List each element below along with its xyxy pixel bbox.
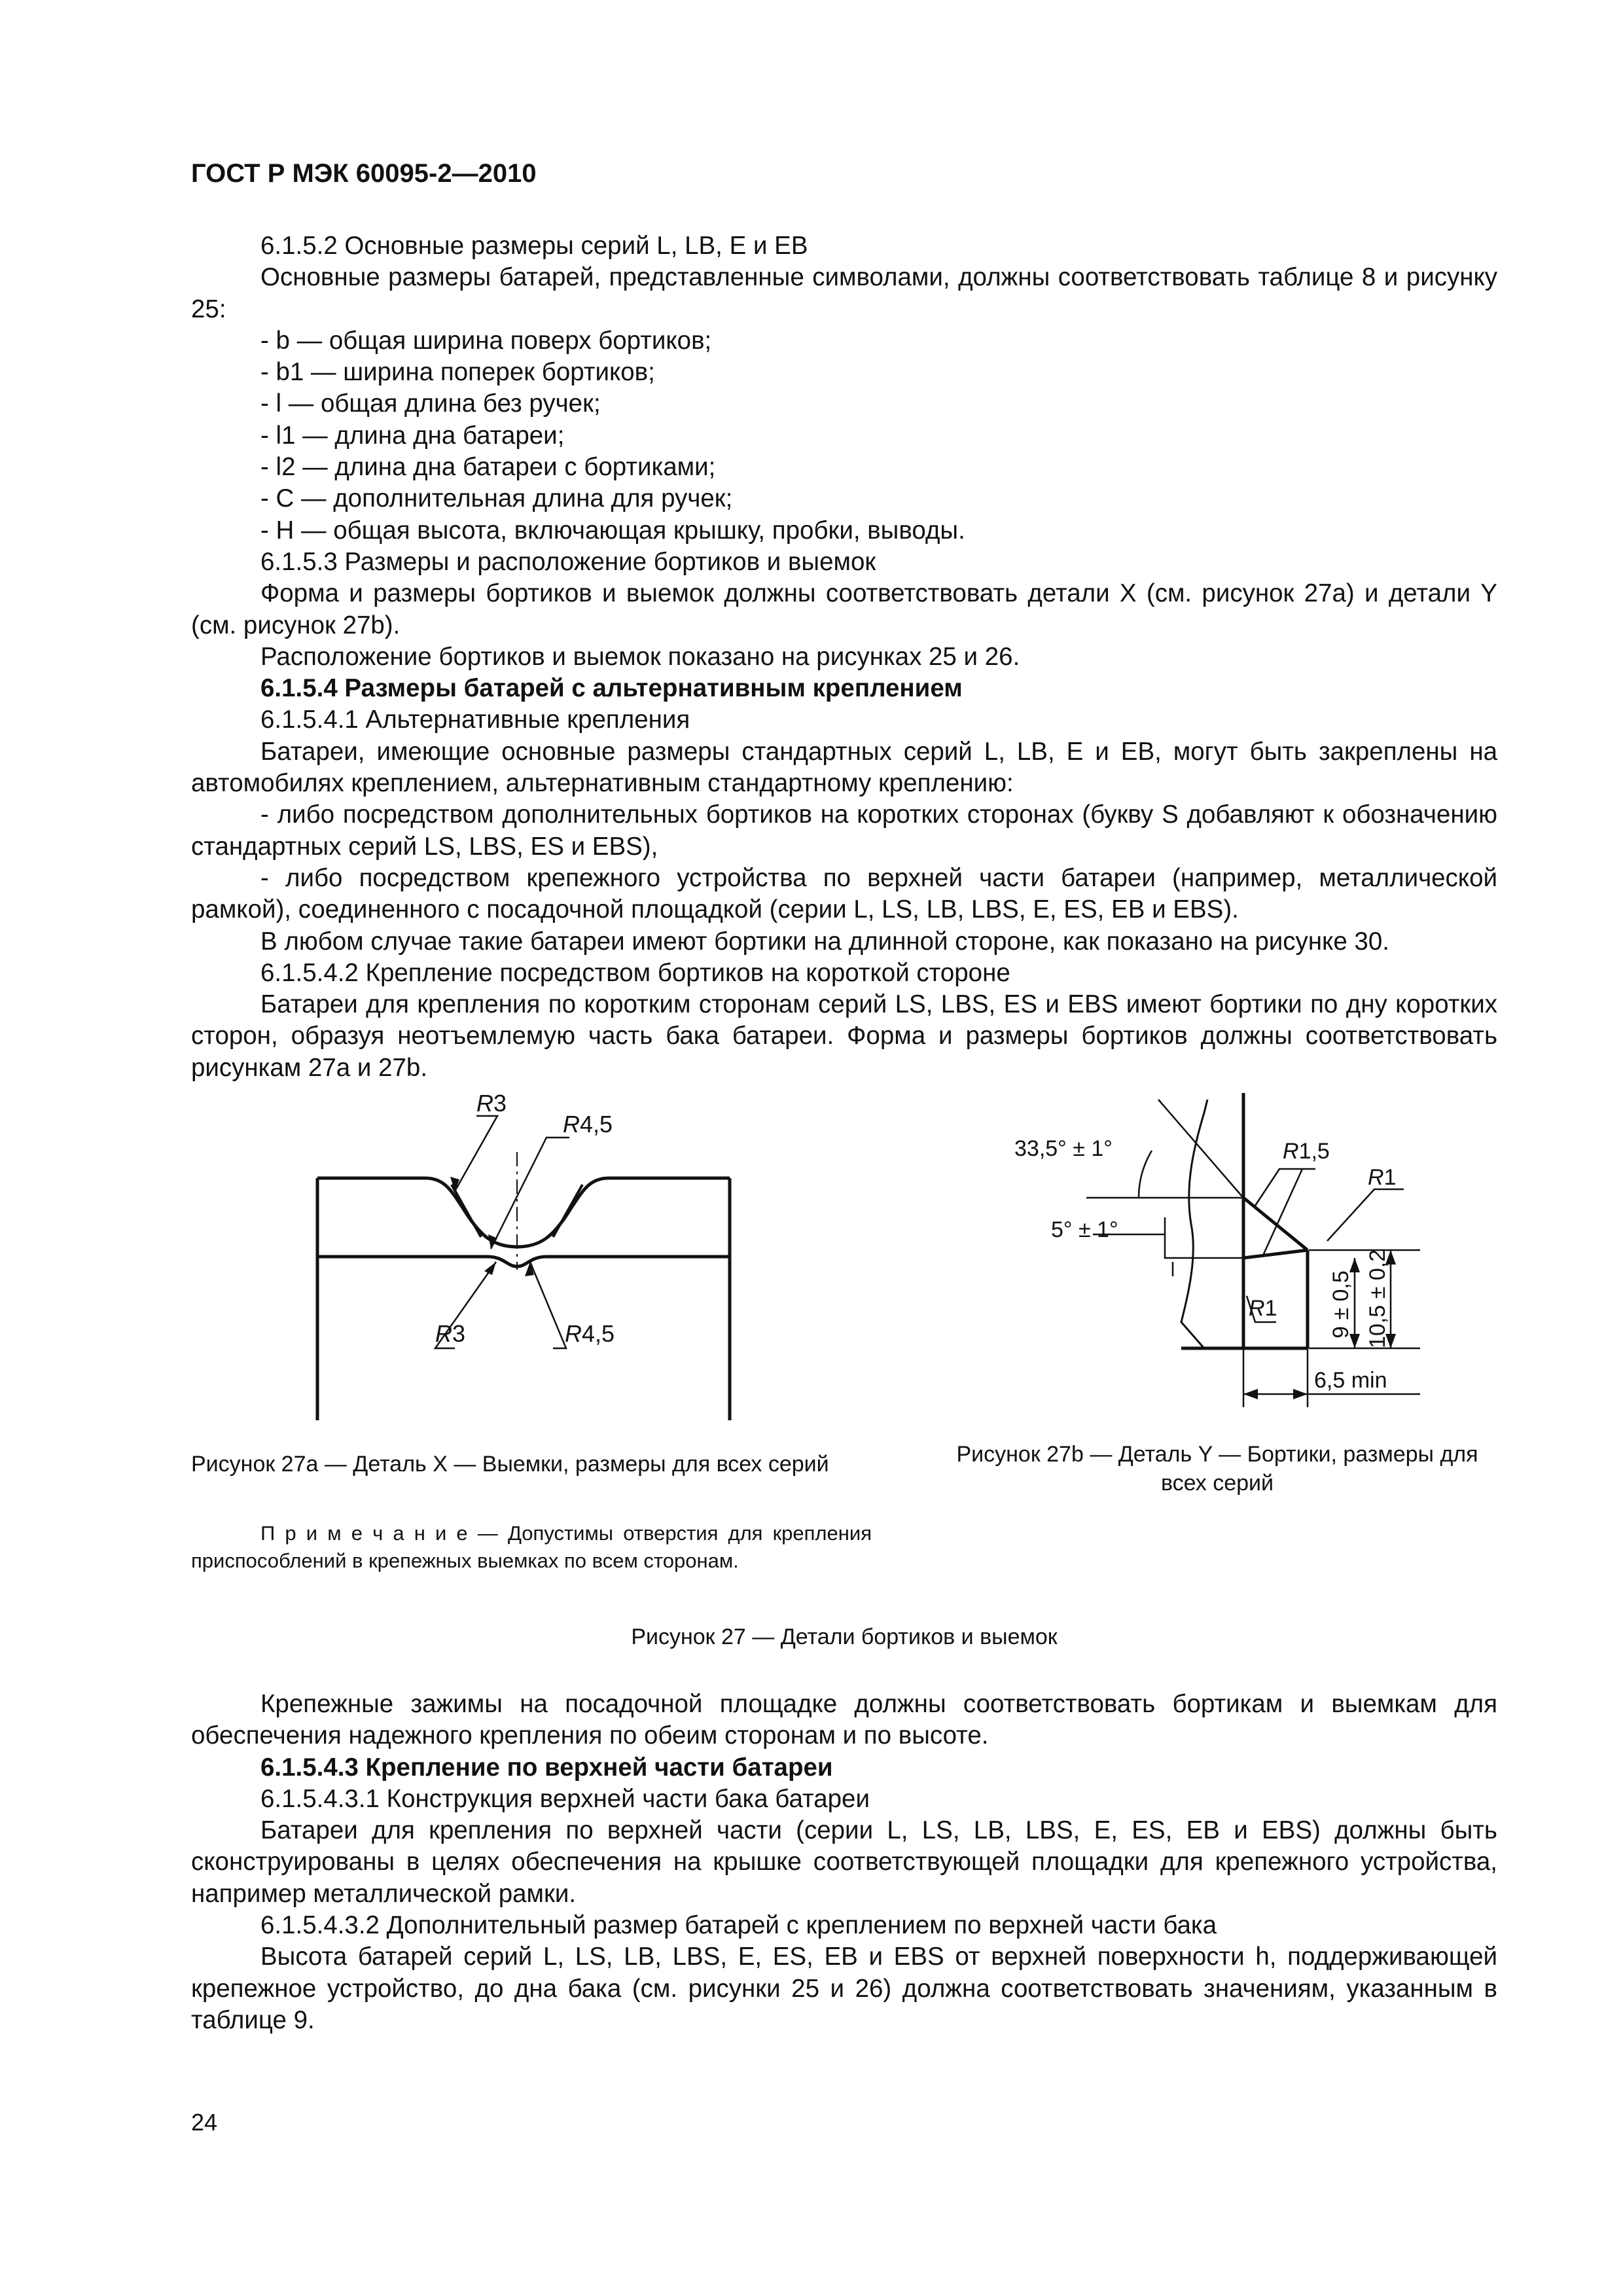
paragraph: Расположение бортиков и выемок показано на рисунках 25 и 26. bbox=[260, 642, 1020, 671]
figure-27a-caption: Рисунок 27a — Деталь X — Выемки, размеры для всех серий bbox=[191, 1452, 829, 1477]
svg-text:R1,5: R1,5 bbox=[1283, 1139, 1330, 1164]
paragraph: Основные размеры батарей, представленные символами, должны соответствовать таблице 8 и рисунку 25: bbox=[191, 263, 1497, 323]
section-heading-bold: 6.1.5.4 Размеры батарей с альтернативным креплением bbox=[260, 674, 963, 703]
figure-27a-drawing bbox=[308, 1080, 753, 1427]
list-item: - l — общая длина без ручек; bbox=[260, 389, 601, 418]
paragraph: Батареи, имеющие основные размеры стандартных серий L, LB, E и EB, могут быть закреплены на автомобилях креплением, альтернативным стандартному креплению: bbox=[191, 737, 1497, 798]
section-heading: 6.1.5.4.2 Крепление посредством бортиков на короткой стороне bbox=[260, 958, 1010, 987]
svg-text:R4,5: R4,5 bbox=[563, 1111, 613, 1138]
paragraph: Форма и размеры бортиков и выемок должны соответствовать детали X (см. рисунок 27a) и детали Y (см. рисунок 27b). bbox=[191, 579, 1497, 639]
page-number: 24 bbox=[191, 2109, 218, 2136]
paragraph: В любом случае такие батареи имеют бортики на длинной стороне, как показано на рисунке 30. bbox=[260, 927, 1389, 956]
svg-text:33,5° ± 1°: 33,5° ± 1° bbox=[1014, 1136, 1113, 1161]
section-heading: 6.1.5.4.3.2 Дополнительный размер батарей с креплением по верхней части бака bbox=[260, 1911, 1217, 1940]
list-item: - H — общая высота, включающая крышку, пробки, выводы. bbox=[260, 516, 965, 545]
r3-top-label-letter: R bbox=[476, 1090, 493, 1117]
section-heading: 6.1.5.4.1 Альтернативные крепления bbox=[260, 706, 690, 734]
paragraph: Крепежные зажимы на посадочной площадке должны соответствовать бортикам и выемкам для обеспечения надежного крепления по обеим сторонам и по высоте. bbox=[191, 1690, 1497, 1750]
list-item: - b1 — ширина поперек бортиков; bbox=[260, 358, 655, 387]
figure-27b-caption: Рисунок 27b — Деталь Y — Бортики, размеры для всех серий bbox=[956, 1442, 1478, 1496]
list-item: - либо посредством крепежного устройства по верхней части батареи (например, металлической рамкой), соединенного с посадочной площадкой (серии L, LS, LB, LBS, E, ES, EB и EBS). bbox=[191, 863, 1497, 924]
svg-text:5° ± 1°: 5° ± 1° bbox=[1051, 1217, 1118, 1242]
figure-27-caption: Рисунок 27 — Детали бортиков и выемок bbox=[631, 1624, 1058, 1649]
document-header: ГОСТ Р МЭК 60095-2—2010 bbox=[191, 159, 537, 188]
svg-text:10,5 ± 0,2: 10,5 ± 0,2 bbox=[1365, 1249, 1390, 1348]
paragraph: Батареи для крепления по коротким сторонам серий LS, LBS, ES и EBS имеют бортики по дну коротких сторон, образуя неотъемлемую часть бака батареи. Форма и размеры бортиков должны соответствовать рисункам 27a и 27b. bbox=[191, 990, 1497, 1082]
svg-text:R3: R3 bbox=[435, 1320, 466, 1347]
section-heading: 6.1.5.4.3.1 Конструкция верхней части бака батареи bbox=[260, 1784, 870, 1813]
list-item: - l2 — длина дна батареи с бортиками; bbox=[260, 453, 716, 482]
svg-text:6,5 min: 6,5 min bbox=[1314, 1368, 1387, 1393]
svg-text:R1: R1 bbox=[1368, 1165, 1397, 1190]
r3-top-label: 3 bbox=[493, 1090, 507, 1117]
svg-text:R1: R1 bbox=[1249, 1296, 1277, 1321]
bottom-text-block bbox=[191, 1689, 1497, 2036]
list-item: - C — дополнительная длина для ручек; bbox=[260, 484, 733, 513]
top-text-block bbox=[191, 230, 1497, 1084]
svg-text:R4,5: R4,5 bbox=[565, 1320, 615, 1347]
list-item: - l1 — длина дна батареи; bbox=[260, 421, 565, 450]
section-heading-bold: 6.1.5.4.3 Крепление по верхней части батареи bbox=[260, 1753, 833, 1782]
list-item: - либо посредством дополнительных бортиков на коротких сторонах (букву S добавляют к обозначению стандартных серий LS, LBS, ES и EBS), bbox=[191, 800, 1497, 861]
figure-27a-note: П р и м е ч а н и е — Допустимы отверстия для крепления приспособлений в крепежных выемках по всем сторонам. bbox=[191, 1522, 872, 1572]
svg-text:9 ± 0,5: 9 ± 0,5 bbox=[1329, 1270, 1353, 1338]
figure-27b-drawing bbox=[1001, 1086, 1472, 1427]
paragraph: Батареи для крепления по верхней части (серии L, LS, LB, LBS, E, ES, EB и EBS) должны быть сконструированы в целях обеспечения на крышке соответствующей площадки для крепежного устройства, например металлической рамки. bbox=[191, 1816, 1497, 1908]
section-heading: 6.1.5.3 Размеры и расположение бортиков и выемок bbox=[260, 547, 876, 576]
paragraph: 6.1.5.2 Основные размеры серий L, LB, E и EB bbox=[260, 232, 808, 260]
svg-text:R3 bbox=[476, 1090, 507, 1117]
paragraph: Высота батарей серий L, LS, LB, LBS, E, ES, EB и EBS от верхней поверхности h, поддерживающей крепежное устройство, до дна бака (см. рисунки 25 и 26) должна соответствовать значениям, указанным в таблице 9. bbox=[191, 1943, 1497, 2034]
list-item: - b — общая ширина поверх бортиков; bbox=[260, 326, 712, 355]
